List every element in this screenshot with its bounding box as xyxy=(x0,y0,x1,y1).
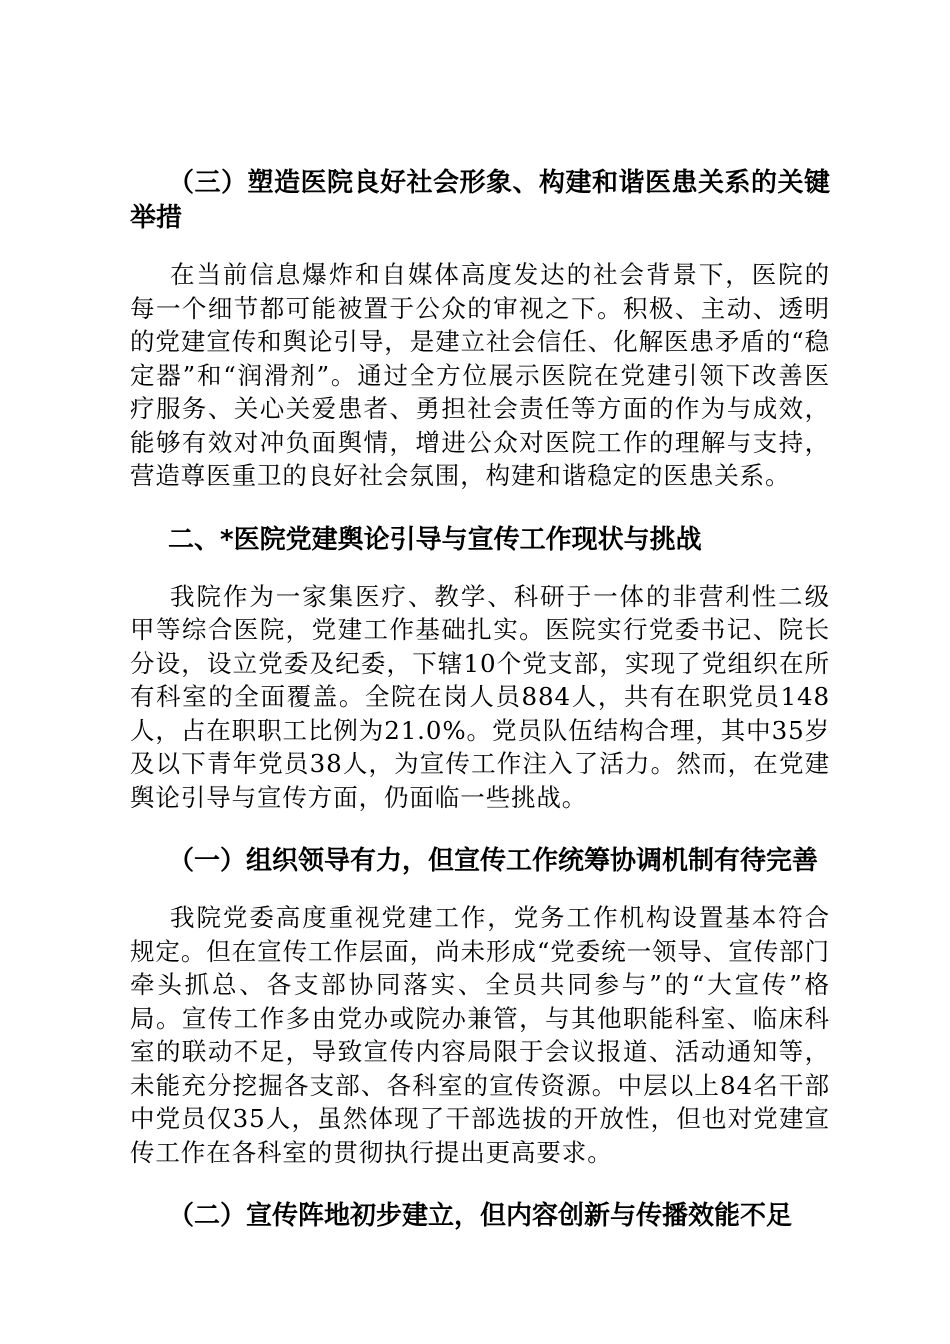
section-heading-3: （三）塑造医院良好社会形象、构建和谐医患关系的关键举措 xyxy=(130,168,830,233)
subsection-heading-2: （二）宣传阵地初步建立，但内容创新与传播效能不足 xyxy=(168,1201,793,1231)
document-body xyxy=(130,166,830,1234)
part-2-paragraph: 我院作为一家集医疗、教学、科研于一体的非营利性二级甲等综合医院，党建工作基础扎实。医院实行党委书记、院长分设，设立党委及纪委，下辖10个党支部，实现了党组织在所有科室的全面覆盖。全院在岗人员884人，共有在职党员148人，占在职职工比例为21.0%。党员队伍结构合理，其中35岁及以下青年党员38人，为宣传工作注入了活力。然而，在党建舆论引导与宣传方面，仍面临一些挑战。 xyxy=(130,581,830,812)
part-2-heading: 二、*医院党建舆论引导与宣传工作现状与挑战 xyxy=(168,524,702,555)
subsection-heading-1: （一）组织领导有力，但宣传工作统筹协调机制有待完善 xyxy=(168,846,819,876)
subsection-1-paragraph: 我院党委高度重视党建工作，党务工作机构设置基本符合规定。但在宣传工作层面，尚未形成“党委统一领导、宣传部门牵头抓总、各支部协同落实、全员共同参与”的“大宣传”格局。宣传工作多由党办或院办兼管，与其他职能科室、临床科室的联动不足，导致宣传内容局限于会议报道、活动通知等，未能充分挖掘各支部、各科室的宣传资源。中层以上84名干部中党员仅35人，虽然体现了干部选拔的开放性，但也对党建宣传工作在各科室的贯彻执行提出更高要求。 xyxy=(130,903,830,1167)
section-3-paragraph: 在当前信息爆炸和自媒体高度发达的社会背景下，医院的每一个细节都可能被置于公众的审视之下。积极、主动、透明的党建宣传和舆论引导，是建立社会信任、化解医患矛盾的“稳定器”和“润滑剂”。通过全方位展示医院在党建引领下改善医疗服务、关心关爱患者、勇担社会责任等方面的作为与成效，能够有效对冲负面舆情，增进公众对医院工作的理解与支持，营造尊医重卫的良好社会氛围，构建和谐稳定的医患关系。 xyxy=(130,260,830,490)
